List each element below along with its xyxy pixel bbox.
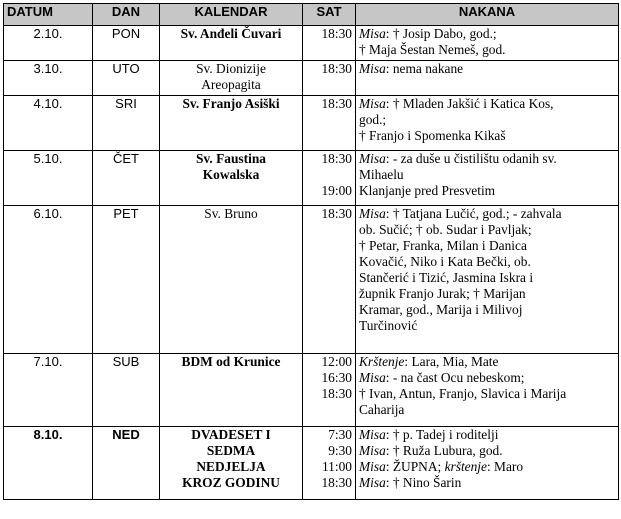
row-calendar bbox=[160, 26, 303, 61]
time-line: 18:30 bbox=[321, 96, 352, 111]
row-date: 6.10. bbox=[4, 206, 93, 354]
row-calendar bbox=[160, 96, 303, 151]
calendar-line: KROZ GODINU bbox=[182, 475, 280, 490]
row-times bbox=[303, 26, 356, 61]
note-text: † Maja Šestan Nemeš, god. bbox=[359, 42, 506, 57]
note-text: Kovačić, Niko i Kata Bečki, ob. bbox=[359, 254, 531, 269]
note-label: Krštenje bbox=[359, 354, 405, 369]
note-label: Misa bbox=[359, 206, 386, 221]
row-times bbox=[303, 427, 356, 500]
header-row bbox=[4, 4, 619, 26]
note-text: ob. Sučić; † ob. Sudar i Pavljak; bbox=[359, 222, 532, 237]
row-notes bbox=[356, 26, 619, 61]
row-day: SRI bbox=[93, 96, 160, 151]
time-line: 11:00 bbox=[321, 459, 352, 474]
note-text: : - za duše u čistilištu odanih sv. bbox=[385, 151, 557, 166]
calendar-line: Sv. Faustina bbox=[196, 151, 266, 166]
note-label: Misa bbox=[359, 370, 386, 385]
time-line: 18:30 bbox=[321, 386, 352, 401]
note-label: Misa bbox=[359, 96, 386, 111]
note-text: : † Josip Dabo, god.; bbox=[385, 26, 497, 41]
row-times bbox=[303, 96, 356, 151]
header-nakana: NAKANA bbox=[356, 4, 619, 26]
row-calendar bbox=[160, 151, 303, 206]
row-notes bbox=[356, 151, 619, 206]
note-text: † Petar, Franka, Milan i Danica bbox=[359, 238, 527, 253]
row-date: 5.10. bbox=[4, 151, 93, 206]
time-line: 18:30 bbox=[321, 206, 352, 221]
calendar-line: SEDMA bbox=[206, 443, 256, 458]
row-day: PON bbox=[93, 26, 160, 61]
table-row bbox=[4, 206, 619, 354]
time-line: 16:30 bbox=[321, 370, 352, 385]
row-notes bbox=[356, 206, 619, 354]
note-label: Misa bbox=[359, 459, 386, 474]
schedule-table bbox=[3, 3, 619, 500]
note-text: : † Ruža Lubura, god. bbox=[385, 443, 503, 458]
table-row bbox=[4, 26, 619, 61]
row-notes bbox=[356, 96, 619, 151]
note-label: Misa bbox=[359, 475, 386, 490]
note-text: Klanjanje pred Presvetim bbox=[359, 183, 496, 198]
row-day: UTO bbox=[93, 61, 160, 96]
row-date: 2.10. bbox=[4, 26, 93, 61]
time-gap bbox=[306, 167, 352, 183]
row-times bbox=[303, 151, 356, 206]
row-notes bbox=[356, 427, 619, 500]
note-text: † Franjo i Spomenka Kikaš bbox=[359, 128, 506, 143]
row-times bbox=[303, 206, 356, 354]
note-label: Misa bbox=[359, 443, 386, 458]
row-calendar bbox=[160, 206, 303, 354]
calendar-line: Sv. Anđeli Čuvari bbox=[180, 26, 282, 41]
note-text: Mihaelu bbox=[359, 167, 404, 182]
calendar-line: DVADESET I bbox=[191, 427, 271, 442]
note-text: Caharija bbox=[359, 402, 405, 417]
row-date: 8.10. bbox=[4, 427, 93, 500]
calendar-line: Areopagita bbox=[201, 77, 261, 92]
header-dan: DAN bbox=[93, 4, 160, 26]
row-times bbox=[303, 61, 356, 96]
row-day: NED bbox=[93, 427, 160, 500]
note-label: Misa bbox=[359, 427, 386, 442]
note-text: župnik Franjo Jurak; † Marijan bbox=[359, 286, 526, 301]
time-line: 19:00 bbox=[321, 183, 352, 198]
table-row bbox=[4, 96, 619, 151]
time-line: 7:30 bbox=[328, 427, 352, 442]
table-row bbox=[4, 151, 619, 206]
note-text: : † p. Tadej i roditelji bbox=[385, 427, 499, 442]
note-text: : † Mladen Jakšić i Katica Kos, bbox=[385, 96, 554, 111]
note-text: : ŽUPNA; bbox=[385, 459, 445, 474]
time-line: 18:30 bbox=[321, 26, 352, 41]
time-line: 18:30 bbox=[321, 475, 352, 490]
header-sat: SAT bbox=[303, 4, 356, 26]
note-text: : † Tatjana Lučić, god.; - zahvala bbox=[385, 206, 562, 221]
row-notes bbox=[356, 61, 619, 96]
row-day: ČET bbox=[93, 151, 160, 206]
note-text: : Maro bbox=[486, 459, 524, 474]
time-line: 9:30 bbox=[328, 443, 352, 458]
row-calendar bbox=[160, 427, 303, 500]
row-times bbox=[303, 354, 356, 427]
calendar-line: BDM od Krunice bbox=[181, 354, 281, 369]
note-text: : Lara, Mia, Mate bbox=[404, 354, 499, 369]
row-day: PET bbox=[93, 206, 160, 354]
note-text: Stančerić i Tizić, Jasmina Iskra i bbox=[359, 270, 534, 285]
calendar-line: NEDJELJA bbox=[196, 459, 266, 474]
note-label: Misa bbox=[359, 61, 386, 76]
calendar-line: Kowalska bbox=[202, 167, 260, 182]
note-label: Misa bbox=[359, 151, 386, 166]
row-day: SUB bbox=[93, 354, 160, 427]
note-text: Turčinović bbox=[359, 318, 418, 333]
note-text: : - na čast Ocu nebeskom; bbox=[385, 370, 525, 385]
header-kalendar: KALENDAR bbox=[160, 4, 303, 26]
row-date: 4.10. bbox=[4, 96, 93, 151]
row-notes bbox=[356, 354, 619, 427]
note-label: krštenje bbox=[444, 459, 487, 474]
note-text: god.; bbox=[359, 112, 387, 127]
note-text: : † Nino Šarin bbox=[385, 475, 462, 490]
row-date: 3.10. bbox=[4, 61, 93, 96]
table-row bbox=[4, 427, 619, 500]
calendar-line: Sv. Franjo Asiški bbox=[182, 96, 280, 111]
header-datum: DATUM bbox=[4, 4, 93, 26]
table-row bbox=[4, 354, 619, 427]
time-line: 18:30 bbox=[321, 151, 352, 166]
row-calendar bbox=[160, 61, 303, 96]
time-line: 18:30 bbox=[321, 61, 352, 76]
row-calendar bbox=[160, 354, 303, 427]
note-label: Misa bbox=[359, 26, 386, 41]
time-line: 12:00 bbox=[321, 354, 352, 369]
calendar-line: Sv. Bruno bbox=[204, 206, 258, 221]
note-text: Kramar, god., Marija i Milivoj bbox=[359, 302, 523, 317]
calendar-line: Sv. Dionizije bbox=[196, 61, 266, 76]
note-text: : nema nakane bbox=[385, 61, 464, 76]
row-date: 7.10. bbox=[4, 354, 93, 427]
table-row bbox=[4, 61, 619, 96]
note-text: † Ivan, Antun, Franjo, Slavica i Marija bbox=[359, 386, 567, 401]
